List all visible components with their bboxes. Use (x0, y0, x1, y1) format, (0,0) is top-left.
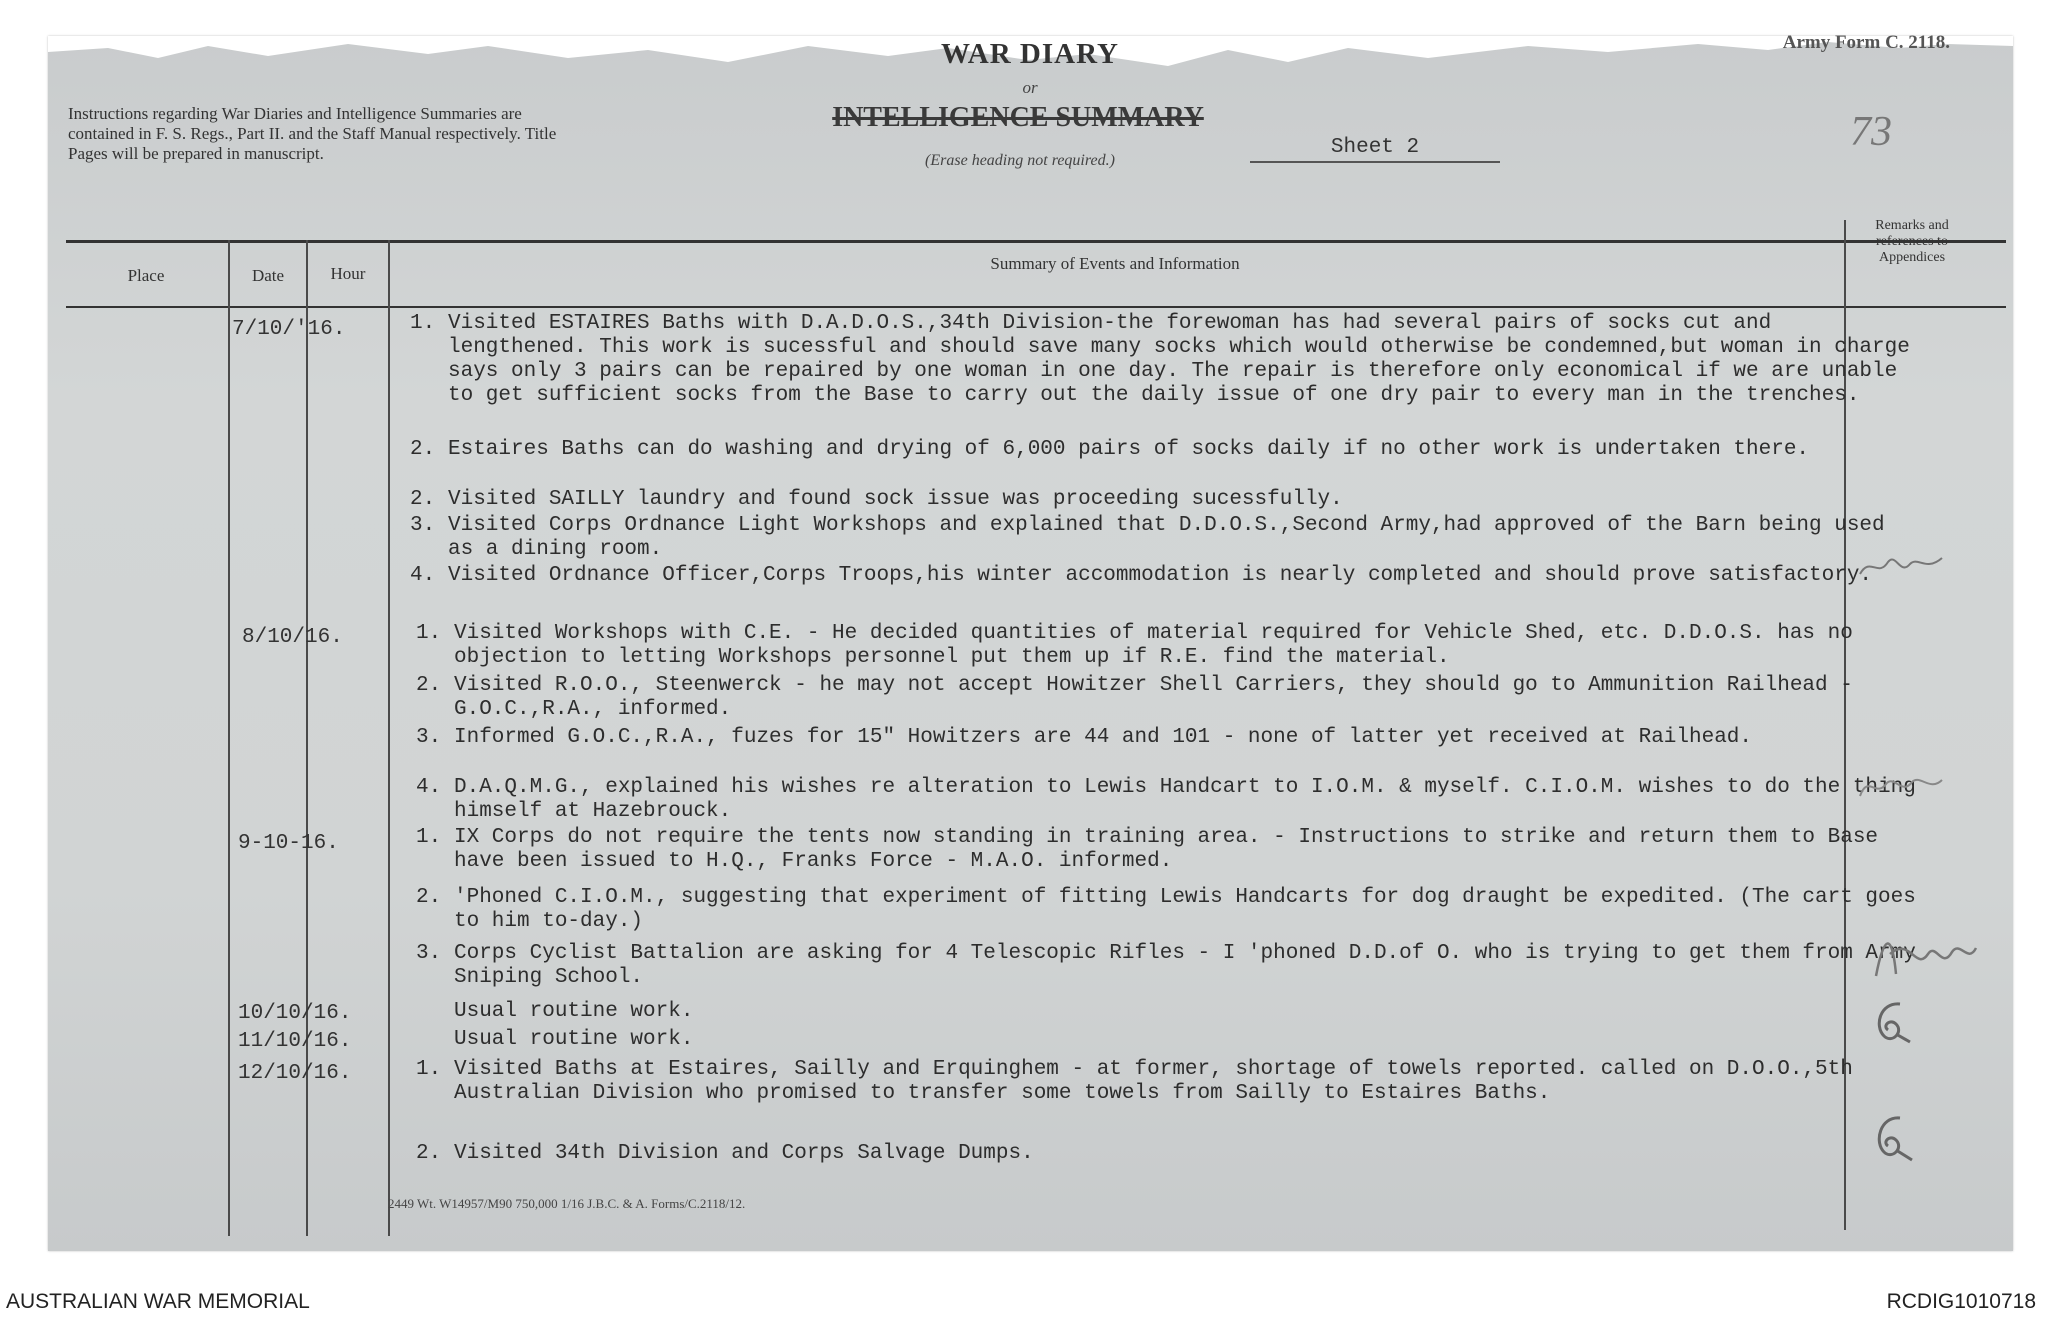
diary-entry-item (416, 726, 1926, 750)
item-number: 1. (416, 1058, 442, 1081)
table-top-rule (66, 240, 2006, 243)
diary-entry-item (410, 438, 1920, 462)
item-number: 1. (410, 312, 436, 335)
diary-entry-item (416, 1142, 1926, 1166)
diary-entry-item (410, 564, 1920, 588)
entry-date: 8/10/16. (242, 626, 343, 649)
diary-entry-item (416, 622, 1926, 670)
diary-entry-item (410, 312, 1920, 408)
entry-date: 10/10/16. (238, 1002, 352, 1025)
diary-entry-item (416, 1058, 1926, 1106)
item-text: Visited Ordnance Officer,Corps Troops,his winter accommodation is nearly completed and should prove satisfactory. (448, 564, 1873, 587)
title-or: or (1022, 78, 1038, 97)
item-number: 2. (410, 488, 436, 511)
entry-date: 11/10/16. (238, 1030, 352, 1053)
item-number: 1. (416, 622, 442, 645)
entry-date: 7/10/'16. (232, 318, 346, 341)
intelligence-summary-heading: INTELLIGENCE SUMMARY (832, 102, 1204, 133)
diary-title: WAR DIARY (941, 38, 1119, 70)
entry-date: 9-10-16. (238, 832, 339, 855)
archive-reference: RCDIG1010718 (1886, 1290, 2036, 1313)
item-number: 4. (416, 776, 442, 799)
erase-note: (Erase heading not required.) (925, 152, 1115, 169)
col-place: Place (127, 266, 165, 285)
col-summary: Summary of Events and Information (990, 254, 1240, 273)
instructions-text: Instructions regarding War Diaries and Intelligence Summaries are contained in F. S. Regs., Part II. and the Staff Manual respectively. Title Pages will be prepared in manuscript. (68, 104, 557, 163)
diary-entry-item (410, 514, 1920, 562)
date-hour-divider (306, 240, 308, 1236)
diary-entry-item (416, 1028, 1926, 1052)
col-hour: Hour (330, 264, 366, 283)
item-text: Visited Workshops with C.E. - He decided quantities of material required for Vehicle Shed, etc. D.D.O.S. has no objection to letting Workshops personnel put them up if R.E. find the material. (454, 622, 1853, 669)
item-number: 4. (410, 564, 436, 587)
item-text: Visited 34th Division and Corps Salvage Dumps. (454, 1142, 1034, 1165)
item-text: Visited R.O.O., Steenwerck - he may not accept Howitzer Shell Carriers, they should go to Ammunition Railhead - G.O.C.,R.A., informed. (454, 674, 1853, 721)
item-text: Informed G.O.C.,R.A., fuzes for 15" Howitzers are 44 and 101 - none of latter yet received at Railhead. (454, 726, 1753, 749)
item-number: 2. (416, 674, 442, 697)
header-bottom-rule (66, 306, 2006, 308)
place-date-divider (228, 240, 230, 1236)
item-number: 3. (416, 726, 442, 749)
item-number: 1. (416, 826, 442, 849)
item-text: D.A.Q.M.G., explained his wishes re alteration to Lewis Handcart to I.O.M. & myself. C.I.O.M. wishes to do the thing himself at Hazebrouck. (454, 776, 1916, 823)
item-number: 3. (416, 942, 442, 965)
item-text: Visited SAILLY laundry and found sock issue was proceeding sucessfully. (448, 488, 1343, 511)
diary-entry-item (416, 826, 1926, 874)
army-form-label: Army Form C. 2118. (1782, 32, 1950, 53)
handwritten-initial (1856, 548, 1946, 584)
item-text: IX Corps do not require the tents now standing in training area. - Instructions to strike and return them to Base have been issued to H.Q., Franks Force - M.A.O. informed. (454, 826, 1879, 873)
item-number: 2. (410, 438, 436, 461)
diary-entry-item (416, 776, 1926, 824)
diary-entry-item (416, 674, 1926, 722)
item-text: Estaires Baths can do washing and drying of 6,000 pairs of socks daily if no other work is undertaken there. (448, 438, 1810, 461)
sheet-number: Sheet 2 (1250, 136, 1500, 163)
handwritten-initial (1866, 1110, 1926, 1164)
item-number: 2. (416, 1142, 442, 1165)
item-text: Visited ESTAIRES Baths with D.A.D.O.S.,34th Division-the forewoman has had several pairs of socks cut and lengthened. This work is sucessful and should save many socks which would otherwise be condemned,but woman in charge says only 3 pairs can be repaired by one woman in one day. The repair is therefore only economical if we are unable to get sufficient socks from the Base to carry out the daily issue of one dry pair to every man in the trenches. (448, 312, 1910, 407)
archive-name: AUSTRALIAN WAR MEMORIAL (6, 1290, 310, 1313)
diary-entry-item (410, 488, 1920, 512)
item-text: 'Phoned C.I.O.M., suggesting that experiment of fitting Lewis Handcarts for dog draught be expedited. (The cart goes to him to-day.) (454, 886, 1916, 933)
handwritten-initial (1870, 924, 1980, 984)
diary-entry-item (416, 886, 1926, 934)
item-text: Usual routine work. (454, 1028, 694, 1051)
col-remarks: Remarks and references to Appendices (1875, 218, 1949, 265)
col-date: Date (251, 266, 285, 285)
item-number: 2. (416, 886, 442, 909)
handwritten-initial (1856, 768, 1946, 804)
diary-entry-item (416, 942, 1926, 990)
item-text: Usual routine work. (454, 1000, 694, 1023)
item-number: 3. (410, 514, 436, 537)
entry-date: 12/10/16. (238, 1062, 352, 1085)
item-text: Corps Cyclist Battalion are asking for 4 Telescopic Rifles - I 'phoned D.D.of O. who is trying to get them from Army Sniping School. (454, 942, 1916, 989)
hour-summary-divider (388, 240, 390, 1236)
page-number-handwritten: 73 (1850, 109, 1892, 155)
diary-entry-item (416, 1000, 1926, 1024)
item-text: Visited Baths at Estaires, Sailly and Erquinghem - at former, shortage of towels reported. called on D.O.O.,5th Australian Division who promised to transfer some towels from Sailly to Estaires Baths. (454, 1058, 1853, 1105)
handwritten-initial (1866, 996, 1916, 1046)
item-text: Visited Corps Ordnance Light Workshops and explained that D.D.O.S.,Second Army,had approved of the Barn being used as a dining room. (448, 514, 1885, 561)
form-print-line: 2449 Wt. W14957/M90 750,000 1/16 J.B.C. & A. Forms/C.2118/12. (388, 1196, 746, 1211)
